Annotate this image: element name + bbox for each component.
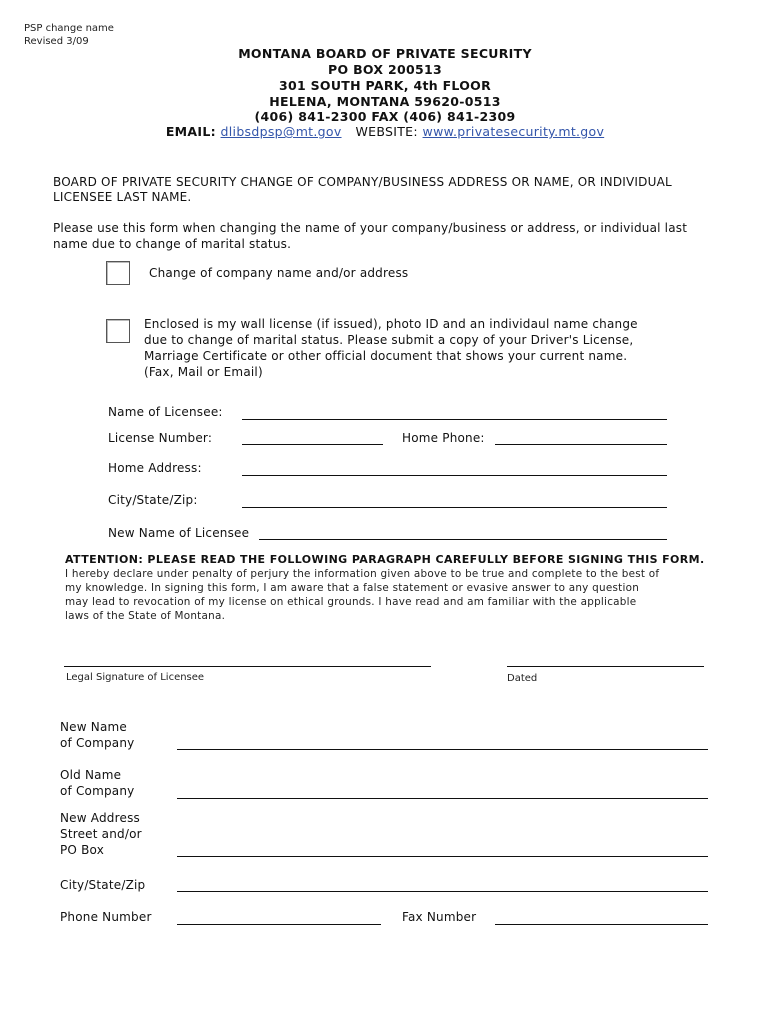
- phone-fax: (406) 841-2300 FAX (406) 841-2309: [254, 109, 516, 124]
- revision-date: Revised 3/09: [24, 36, 89, 47]
- attention-line4: laws of the State of Montana.: [65, 610, 226, 622]
- licensee-name-label: Name of Licensee:: [108, 405, 223, 419]
- dated-line[interactable]: [507, 666, 704, 667]
- company-city-field[interactable]: [177, 891, 708, 892]
- name-change-line3: Marriage Certificate or other official document that shows your current name.: [144, 349, 628, 363]
- new-address-field[interactable]: [177, 856, 708, 857]
- new-company-name-label-l1: New Name: [60, 720, 127, 734]
- attention-line3: may lead to revocation of my license on ethical grounds. I have read and am familiar with the applicable: [65, 596, 637, 608]
- new-licensee-name-field[interactable]: [259, 539, 667, 540]
- dated-label: Dated: [507, 673, 538, 684]
- company-change-checkbox[interactable]: [106, 261, 130, 285]
- licensee-city-field[interactable]: [242, 507, 667, 508]
- website-link[interactable]: www.privatesecurity.mt.gov: [422, 124, 605, 139]
- company-change-label: Change of company name and/or address: [149, 266, 409, 280]
- old-company-name-field[interactable]: [177, 798, 708, 799]
- license-number-label: License Number:: [108, 431, 213, 445]
- license-number-field[interactable]: [242, 444, 383, 445]
- new-company-name-label-l2: of Company: [60, 736, 135, 750]
- street-address: 301 SOUTH PARK, 4th FLOOR: [278, 78, 492, 93]
- new-address-label-l3: PO Box: [60, 843, 105, 857]
- old-company-name-label-l1: Old Name: [60, 768, 122, 782]
- home-address-label: Home Address:: [108, 461, 202, 475]
- contact-line: [0, 124, 770, 139]
- company-fax-field[interactable]: [495, 924, 708, 925]
- signature-label: Legal Signature of Licensee: [66, 672, 205, 683]
- new-address-label-l2: Street and/or: [60, 827, 142, 841]
- licensee-name-field[interactable]: [242, 419, 667, 420]
- new-address-label-l1: New Address: [60, 811, 140, 825]
- name-change-line1: Enclosed is my wall license (if issued), photo ID and an individaul name change: [144, 317, 638, 331]
- board-name: MONTANA BOARD OF PRIVATE SECURITY: [238, 46, 532, 61]
- form-title-line1: BOARD OF PRIVATE SECURITY CHANGE OF COMPANY/BUSINESS ADDRESS OR NAME, OR INDIVIDUAL: [53, 175, 672, 189]
- form-title-line2: LICENSEE LAST NAME.: [53, 190, 192, 204]
- home-address-field[interactable]: [242, 475, 667, 476]
- po-box: PO BOX 200513: [328, 62, 442, 77]
- instructions-line1: Please use this form when changing the name of your company/business or address, or individual last: [53, 221, 688, 235]
- name-change-line4: (Fax, Mail or Email): [144, 365, 263, 379]
- instructions-line2: name due to change of marital status.: [53, 237, 292, 251]
- company-phone-label: Phone Number: [60, 910, 152, 924]
- company-phone-field[interactable]: [177, 924, 381, 925]
- new-company-name-field[interactable]: [177, 749, 708, 750]
- home-phone-label: Home Phone:: [402, 431, 485, 445]
- attention-line2: my knowledge. In signing this form, I am aware that a false statement or evasive answer to any question: [65, 582, 640, 594]
- email-label: EMAIL:: [165, 124, 216, 139]
- company-city-label: City/State/Zip: [60, 878, 146, 892]
- old-company-name-label-l2: of Company: [60, 784, 135, 798]
- company-fax-label: Fax Number: [402, 910, 477, 924]
- signature-line[interactable]: [64, 666, 431, 667]
- new-licensee-name-label: New Name of Licensee: [108, 526, 250, 540]
- city-address: HELENA, MONTANA 59620-0513: [269, 94, 501, 109]
- home-phone-field[interactable]: [495, 444, 667, 445]
- website-label: WEBSITE:: [355, 124, 418, 139]
- form-id: PSP change name: [24, 23, 114, 34]
- attention-line1: I hereby declare under penalty of perjury the information given above to be true and complete to the best of: [65, 568, 660, 580]
- name-change-line2: due to change of marital status. Please submit a copy of your Driver's License,: [144, 333, 634, 347]
- name-change-checkbox[interactable]: [106, 319, 130, 343]
- licensee-city-label: City/State/Zip:: [108, 493, 198, 507]
- attention-heading: ATTENTION: PLEASE READ THE FOLLOWING PARAGRAPH CAREFULLY BEFORE SIGNING THIS FORM.: [65, 553, 705, 566]
- email-link[interactable]: dlibsdpsp@mt.gov: [220, 124, 342, 139]
